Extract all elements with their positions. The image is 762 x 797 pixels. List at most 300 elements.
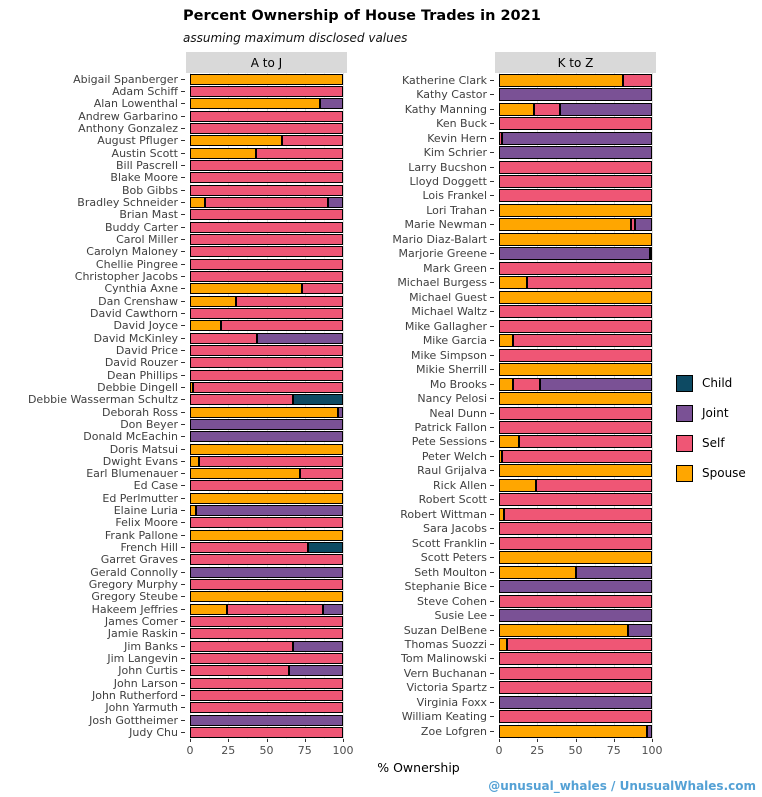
- bar-segment-joint: [499, 580, 652, 593]
- legend-label: Child: [702, 376, 733, 390]
- bar-row: [0, 603, 347, 615]
- bar-row: [0, 394, 347, 406]
- bar-row: [347, 203, 653, 217]
- axis-tick-label: 75: [297, 744, 312, 757]
- bar-segment-self: [502, 450, 652, 463]
- bar-segment-joint: [540, 378, 652, 391]
- rep-name-label: Donald McEachin: [83, 431, 178, 443]
- axis-tick-mark: [181, 313, 185, 314]
- axis-tick-mark: [343, 739, 344, 742]
- bar-track: [499, 204, 652, 217]
- bar-track: [190, 345, 343, 356]
- axis-tick-mark: [490, 427, 494, 428]
- axis-tick-mark: [181, 288, 185, 289]
- bar-segment-self: [519, 435, 652, 448]
- bar-row: [347, 102, 653, 116]
- bar-row: [0, 172, 347, 184]
- bar-track: [499, 421, 652, 434]
- bar-track: [499, 349, 652, 362]
- axis-tick-mark: [490, 514, 494, 515]
- bar-track: [190, 641, 343, 652]
- bar-segment-spouse: [499, 334, 513, 347]
- bar-row: [347, 507, 653, 521]
- bar-segment-self: [190, 542, 308, 553]
- axis-tick-mark: [181, 412, 185, 413]
- bar-segment-self: [499, 262, 652, 275]
- x-axis-k-to-z: [347, 739, 663, 759]
- rep-name-label: Ed Perlmutter: [102, 492, 178, 504]
- bar-segment-joint: [190, 567, 343, 578]
- bar-segment-self: [513, 334, 652, 347]
- rep-name-label: Scott Franklin: [411, 537, 487, 549]
- bar-track: [499, 681, 652, 694]
- bar-track: [499, 233, 652, 246]
- rep-name-label: Adam Schiff: [112, 85, 178, 97]
- bar-row: [347, 536, 653, 550]
- axis-tick-mark: [181, 362, 185, 363]
- bar-segment-self: [623, 74, 652, 87]
- rep-name-label: Bob Gibbs: [121, 184, 178, 196]
- bar-row: [347, 550, 653, 564]
- axis-tick-mark: [305, 739, 306, 742]
- bar-track: [499, 132, 652, 145]
- bar-segment-spouse: [499, 638, 507, 651]
- bar-track: [499, 378, 652, 391]
- bar-track: [190, 616, 343, 627]
- axis-tick-mark: [181, 670, 185, 671]
- rep-name-label: Pete Sessions: [411, 436, 487, 448]
- bar-track: [190, 98, 343, 109]
- bar-row: [0, 246, 347, 258]
- bar-segment-spouse: [499, 218, 631, 231]
- bar-track: [190, 505, 343, 516]
- axis-tick-mark: [181, 214, 185, 215]
- bar-row: [347, 377, 653, 391]
- rep-name-label: Mark Green: [423, 262, 487, 274]
- bar-segment-spouse: [190, 148, 256, 159]
- bar-segment-self: [300, 468, 343, 479]
- bar-segment-self: [190, 345, 343, 356]
- bar-segment-joint: [190, 715, 343, 726]
- bar-segment-self: [302, 283, 343, 294]
- bar-row: [0, 110, 347, 122]
- bar-track: [190, 74, 343, 85]
- bar-row: [0, 714, 347, 726]
- bar-segment-joint: [502, 132, 652, 145]
- axis-tick-mark: [181, 91, 185, 92]
- axis-tick-mark: [181, 510, 185, 511]
- bar-track: [499, 291, 652, 304]
- rep-name-label: Robert Wittman: [400, 508, 487, 520]
- facet-panel-k-to-z: [347, 52, 663, 759]
- bar-row: [0, 529, 347, 541]
- bar-segment-self: [190, 517, 343, 528]
- bar-row: [0, 221, 347, 233]
- rep-name-label: Nancy Pelosi: [417, 393, 487, 405]
- bar-segment-spouse: [190, 468, 300, 479]
- bar-track: [190, 160, 343, 171]
- bar-row: [347, 232, 653, 246]
- rep-name-label: Debbie Wasserman Schultz: [27, 394, 178, 406]
- bar-row: [0, 455, 347, 467]
- rep-name-label: Garret Graves: [100, 554, 178, 566]
- bar-segment-self: [205, 197, 327, 208]
- facet-panel-a-to-j: [0, 52, 354, 759]
- bar-segment-joint: [499, 247, 650, 260]
- bar-segment-self: [190, 702, 343, 713]
- bar-segment-joint: [257, 333, 343, 344]
- legend-swatch-spouse: [676, 465, 693, 482]
- bar-track: [190, 148, 343, 159]
- bar-segment-self: [499, 710, 652, 723]
- bar-track: [499, 696, 652, 709]
- bar-row: [0, 381, 347, 393]
- rep-name-label: Peter Welch: [421, 450, 487, 462]
- rep-name-label: Bradley Schneider: [77, 196, 178, 208]
- axis-tick-mark: [181, 695, 185, 696]
- rep-name-label: Michael Guest: [409, 291, 487, 303]
- bar-track: [190, 111, 343, 122]
- axis-tick-mark: [490, 80, 494, 81]
- bar-track: [190, 234, 343, 245]
- axis-tick-mark: [490, 167, 494, 168]
- axis-tick-mark: [490, 195, 494, 196]
- bar-track: [190, 456, 343, 467]
- axis-tick-mark: [181, 584, 185, 585]
- bar-track: [190, 444, 343, 455]
- bar-segment-spouse: [499, 566, 576, 579]
- bar-track: [190, 382, 343, 393]
- chart-area: [0, 52, 663, 759]
- bar-segment-self: [190, 185, 343, 196]
- rep-name-label: Austin Scott: [111, 147, 178, 159]
- bar-row: [0, 677, 347, 689]
- bar-segment-self: [199, 456, 343, 467]
- bar-row: [0, 406, 347, 418]
- bar-segment-self: [190, 653, 343, 664]
- bar-segment-self: [256, 148, 343, 159]
- bar-track: [190, 296, 343, 307]
- axis-tick-mark: [181, 436, 185, 437]
- bar-segment-self: [507, 638, 652, 651]
- bar-segment-self: [499, 175, 652, 188]
- rep-name-label: Mikie Sherrill: [416, 364, 487, 376]
- bar-track: [499, 551, 652, 564]
- bar-row: [347, 276, 653, 290]
- bar-segment-joint: [328, 197, 343, 208]
- axis-tick-mark: [181, 732, 185, 733]
- bar-segment-self: [534, 103, 560, 116]
- axis-tick-mark: [181, 128, 185, 129]
- axis-tick-mark: [181, 276, 185, 277]
- bar-segment-child: [293, 394, 343, 405]
- bar-segment-self: [190, 222, 343, 233]
- bar-track: [190, 715, 343, 726]
- rep-name-label: Marie Newman: [404, 219, 487, 231]
- bar-row: [347, 189, 653, 203]
- bar-row: [347, 681, 653, 695]
- axis-tick-mark: [490, 109, 494, 110]
- bar-row: [0, 665, 347, 677]
- rep-name-label: David Joyce: [113, 320, 178, 332]
- bar-segment-joint: [289, 665, 343, 676]
- axis-tick-mark: [490, 644, 494, 645]
- bar-track: [190, 480, 343, 491]
- bar-track: [190, 554, 343, 565]
- bar-row: [0, 443, 347, 455]
- legend-item-child: [676, 368, 746, 398]
- rep-name-label: Earl Blumenauer: [86, 468, 178, 480]
- bar-row: [0, 307, 347, 319]
- rep-name-label: Seth Moulton: [414, 566, 487, 578]
- bar-segment-spouse: [499, 392, 652, 405]
- axis-tick-mark: [181, 325, 185, 326]
- axis-tick-mark: [490, 326, 494, 327]
- bar-segment-self: [190, 616, 343, 627]
- axis-tick-label: 50: [259, 744, 274, 757]
- bar-segment-spouse: [499, 378, 513, 391]
- x-axis-a-to-j: [0, 739, 354, 759]
- panel-body-k-to-z: [347, 73, 653, 739]
- rep-name-label: Gerald Connolly: [90, 566, 178, 578]
- axis-tick-mark: [490, 152, 494, 153]
- bar-segment-spouse: [190, 530, 343, 541]
- bar-track: [190, 678, 343, 689]
- axis-tick-mark: [181, 375, 185, 376]
- bar-segment-joint: [320, 98, 343, 109]
- axis-tick-mark: [537, 739, 538, 742]
- rep-name-label: Victoria Spartz: [406, 682, 487, 694]
- bar-row: [347, 247, 653, 261]
- bar-segment-joint: [576, 566, 653, 579]
- bar-segment-self: [190, 111, 343, 122]
- bar-row: [0, 258, 347, 270]
- bar-row: [347, 160, 653, 174]
- bar-row: [347, 522, 653, 536]
- axis-tick-mark: [181, 498, 185, 499]
- bar-row: [347, 435, 653, 449]
- bar-segment-joint: [293, 641, 343, 652]
- bar-row: [347, 131, 653, 145]
- bar-segment-joint: [338, 407, 343, 418]
- bar-track: [190, 591, 343, 602]
- bar-row: [0, 628, 347, 640]
- bar-track: [190, 185, 343, 196]
- rep-name-label: David McKinley: [93, 332, 178, 344]
- axis-tick-mark: [181, 683, 185, 684]
- axis-tick-label: 0: [186, 744, 194, 757]
- bar-row: [0, 517, 347, 529]
- axis-tick-mark: [181, 633, 185, 634]
- rep-name-label: Mike Gallagher: [404, 320, 487, 332]
- bar-segment-spouse: [190, 283, 302, 294]
- axis-tick-mark: [181, 449, 185, 450]
- rep-name-label: Michael Waltz: [411, 306, 487, 318]
- bar-segment-joint: [647, 725, 652, 738]
- bar-segment-self: [499, 667, 652, 680]
- bar-row: [347, 637, 653, 651]
- bar-track: [499, 218, 652, 231]
- bar-segment-joint: [499, 696, 652, 709]
- bar-track: [190, 628, 343, 639]
- bar-segment-joint: [499, 88, 652, 101]
- bar-track: [190, 542, 343, 553]
- axis-tick-mark: [181, 399, 185, 400]
- bar-row: [347, 145, 653, 159]
- rep-name-label: Mike Garcia: [422, 335, 487, 347]
- bar-row: [347, 710, 653, 724]
- bar-segment-self: [190, 370, 343, 381]
- bar-row: [347, 73, 653, 87]
- bar-track: [190, 197, 343, 208]
- rep-name-label: John Rutherford: [91, 690, 178, 702]
- rep-name-label: Carolyn Maloney: [86, 246, 178, 258]
- bar-segment-spouse: [499, 103, 534, 116]
- bar-segment-self: [190, 246, 343, 257]
- bar-track: [499, 609, 652, 622]
- axis-tick-mark: [576, 739, 577, 742]
- bar-track: [499, 479, 652, 492]
- bar-track: [499, 334, 652, 347]
- bar-track: [499, 247, 652, 260]
- rep-name-label: Andrew Garbarino: [78, 110, 178, 122]
- bar-segment-spouse: [499, 233, 652, 246]
- bar-row: [347, 406, 653, 420]
- rep-name-label: Josh Gottheimer: [89, 714, 178, 726]
- bar-track: [499, 435, 652, 448]
- bar-segment-child: [308, 542, 343, 553]
- axis-tick-label: 0: [495, 744, 503, 757]
- axis-tick-mark: [181, 621, 185, 622]
- bar-track: [499, 595, 652, 608]
- bar-segment-spouse: [190, 74, 343, 85]
- bar-row: [0, 504, 347, 516]
- axis-tick-mark: [181, 461, 185, 462]
- bar-track: [190, 653, 343, 664]
- bar-track: [190, 567, 343, 578]
- rep-name-label: Marjorie Greene: [398, 248, 487, 260]
- bar-segment-self: [282, 135, 343, 146]
- rep-name-label: Michael Burgess: [397, 277, 487, 289]
- rep-name-label: David Cawthorn: [90, 307, 178, 319]
- bar-row: [0, 369, 347, 381]
- bar-segment-self: [190, 234, 343, 245]
- rep-name-label: William Keating: [401, 711, 487, 723]
- rep-name-label: Sara Jacobs: [423, 523, 487, 535]
- bar-segment-self: [190, 727, 343, 738]
- axis-tick-mark: [490, 499, 494, 500]
- bar-segment-self: [190, 554, 343, 565]
- bar-track: [499, 320, 652, 333]
- rep-name-label: John Larson: [113, 677, 178, 689]
- bar-row: [0, 73, 347, 85]
- bar-segment-self: [190, 160, 343, 171]
- rep-name-label: Larry Bucshon: [408, 161, 487, 173]
- axis-tick-mark: [490, 543, 494, 544]
- bar-track: [499, 103, 652, 116]
- axis-tick-mark: [490, 340, 494, 341]
- bar-segment-self: [499, 349, 652, 362]
- bar-row: [347, 464, 653, 478]
- axis-tick-label: 100: [641, 744, 663, 757]
- axis-tick-mark: [181, 387, 185, 388]
- bar-row: [347, 724, 653, 738]
- bar-track: [499, 146, 652, 159]
- legend-label: Joint: [702, 406, 729, 420]
- bar-row: [0, 98, 347, 110]
- bar-segment-spouse: [190, 591, 343, 602]
- bar-segment-joint: [628, 624, 652, 637]
- axis-tick-mark: [181, 338, 185, 339]
- axis-tick-mark: [490, 615, 494, 616]
- facet-strip-a-to-j: A to J: [186, 52, 347, 73]
- plot-subtitle: assuming maximum disclosed values: [183, 31, 408, 45]
- rep-name-label: Mo Brooks: [429, 378, 487, 390]
- rep-name-label: Judy Chu: [129, 727, 178, 739]
- bar-segment-self: [190, 665, 289, 676]
- bar-row: [347, 565, 653, 579]
- rep-name-label: Jim Banks: [124, 640, 178, 652]
- rep-name-label: Felix Moore: [115, 517, 178, 529]
- bar-track: [190, 123, 343, 134]
- legend-swatch-joint: [676, 405, 693, 422]
- axis-tick-mark: [490, 268, 494, 269]
- rep-name-label: Gregory Murphy: [88, 579, 178, 591]
- bar-row: [0, 418, 347, 430]
- rep-name-label: Steve Cohen: [417, 595, 487, 607]
- bar-track: [499, 161, 652, 174]
- bar-segment-self: [527, 276, 652, 289]
- bar-row: [0, 85, 347, 97]
- rep-name-label: Bill Pascrell: [115, 159, 178, 171]
- bar-row: [347, 174, 653, 188]
- bar-segment-self: [499, 117, 652, 130]
- bar-segment-self: [499, 595, 652, 608]
- bar-row: [0, 615, 347, 627]
- bar-segment-self: [190, 308, 343, 319]
- rep-name-label: Dwight Evans: [102, 455, 178, 467]
- rep-name-label: Robert Scott: [418, 494, 487, 506]
- bar-segment-joint: [499, 609, 652, 622]
- bar-segment-self: [499, 681, 652, 694]
- bar-segment-spouse: [190, 197, 205, 208]
- bar-row: [0, 159, 347, 171]
- bar-row: [347, 305, 653, 319]
- bar-segment-spouse: [499, 551, 652, 564]
- rep-name-label: Mario Diaz-Balart: [392, 233, 487, 245]
- bar-row: [347, 218, 653, 232]
- rep-name-label: Vern Buchanan: [403, 667, 487, 679]
- rep-name-label: Scott Peters: [420, 552, 487, 564]
- rep-name-label: Chellie Pingree: [95, 258, 178, 270]
- bar-track: [499, 450, 652, 463]
- axis-tick-mark: [181, 572, 185, 573]
- legend-item-joint: [676, 398, 746, 428]
- axis-tick-mark: [181, 350, 185, 351]
- bar-segment-joint: [323, 604, 343, 615]
- axis-tick-label: 25: [221, 744, 236, 757]
- bar-segment-spouse: [499, 479, 536, 492]
- rep-name-label: John Curtis: [118, 665, 178, 677]
- rep-name-label: Hakeem Jeffries: [91, 603, 178, 615]
- bar-track: [499, 392, 652, 405]
- bar-row: [347, 261, 653, 275]
- bar-segment-spouse: [499, 74, 623, 87]
- axis-tick-mark: [181, 153, 185, 154]
- bar-row: [347, 116, 653, 130]
- bar-row: [0, 135, 347, 147]
- axis-tick-mark: [181, 251, 185, 252]
